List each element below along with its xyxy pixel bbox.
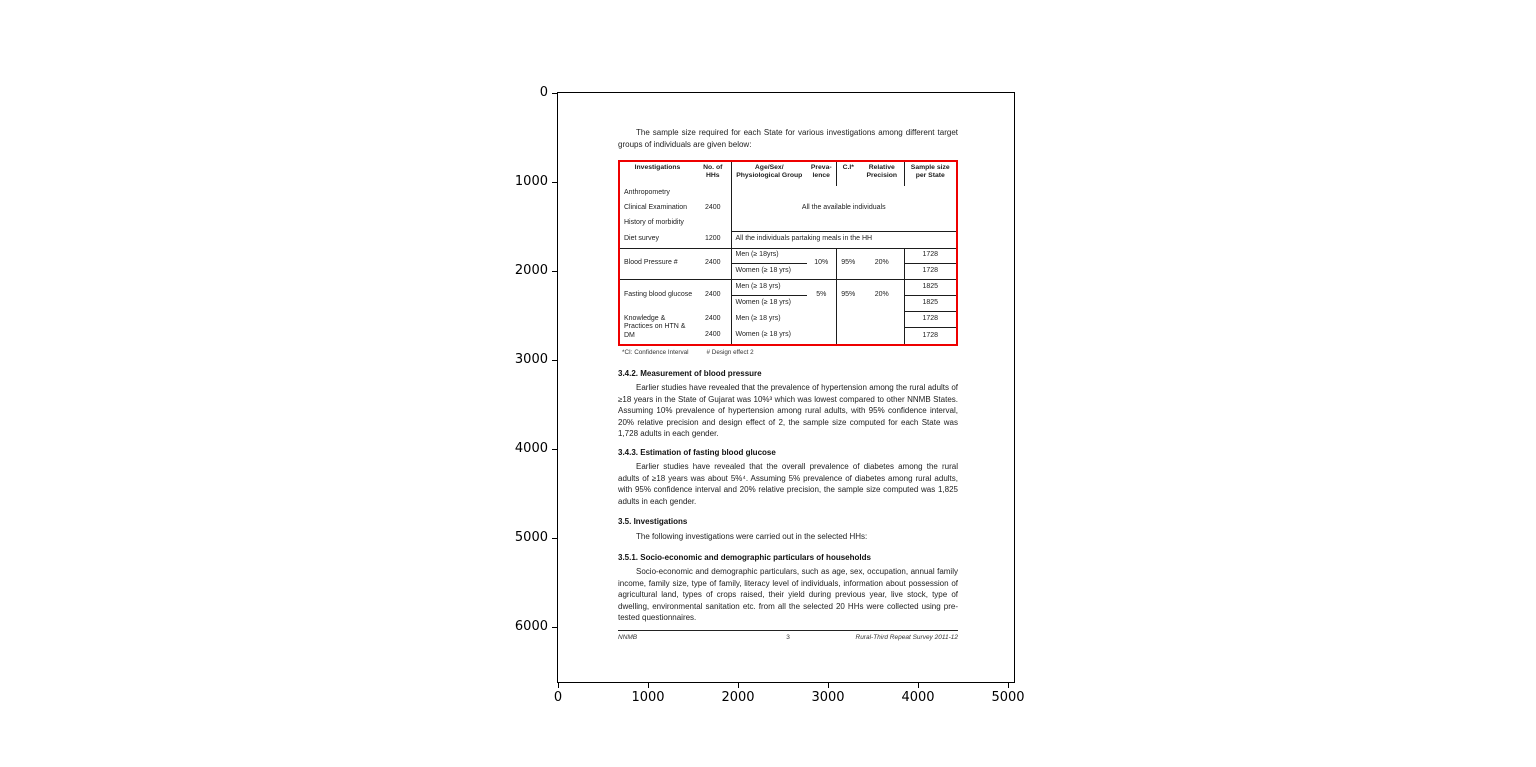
cell-precision-empty — [860, 311, 904, 344]
section-paragraph-351: Socio-economic and demographic particulars, such as age, sex, occupation, annual family income, family size, type of family, literacy level of individuals, information about possession of agricultural land, types of crops raised, their yield during previous year, live stock, type of dwelling, environmental sanitation etc. from all the selected 20 HHs were collected using pre-tested questionnaires. — [618, 567, 958, 623]
table-row — [620, 248, 956, 263]
cell-prevalence: 5% — [807, 279, 836, 311]
y-tick-mark — [552, 271, 557, 272]
x-tick-label: 4000 — [901, 690, 935, 705]
cell-group-men: Men (≥ 18yrs) — [731, 248, 807, 263]
cell-hhs — [695, 216, 731, 231]
y-tick-mark — [552, 538, 557, 539]
cell-investigation: Clinical Examination — [624, 204, 688, 212]
cell-investigation: Diet survey — [624, 235, 660, 243]
x-tick-mark — [738, 683, 739, 688]
cell-group-women: Women (≥ 18 yrs) — [735, 266, 791, 274]
cell-prevalence: 10% — [807, 248, 836, 279]
page-footer — [618, 634, 958, 641]
x-tick-label: 0 — [553, 690, 563, 705]
table-row — [620, 231, 956, 248]
x-tick-mark — [648, 683, 649, 688]
cell-merged-diet: All the individuals partaking meals in the HH — [735, 235, 873, 243]
footnote-ci: *CI: Confidence Interval — [622, 349, 689, 356]
cell-group-men: Men (≥ 18 yrs) — [735, 314, 781, 322]
cell-investigation: Blood Pressure # — [624, 259, 678, 267]
y-tick-mark — [552, 449, 557, 450]
table-row — [620, 279, 956, 295]
table-block-knowledge — [620, 311, 956, 344]
header-hhs: No. of HHs — [695, 162, 731, 186]
table-grid — [620, 162, 956, 344]
cell-investigation: Knowledge & Practices on HTN & DM — [624, 314, 686, 339]
cell-hhs: 2400 — [695, 201, 731, 216]
footer-rule — [618, 630, 958, 631]
cell-prevalence-empty — [807, 311, 836, 344]
cell-sample-women: 1728 — [922, 331, 939, 339]
cell-hhs: 1200 — [695, 231, 731, 248]
table-row — [620, 311, 956, 327]
x-tick-mark — [1008, 683, 1009, 688]
table-block-blood-pressure — [620, 248, 956, 279]
document-page — [558, 93, 1014, 682]
cell-hhs: 2400 — [695, 279, 731, 311]
header-group: Age/Sex/ Physiological Group — [736, 164, 803, 180]
footer-page-number: 3 — [786, 634, 790, 641]
table-block-glucose — [620, 279, 956, 311]
cell-sample-men: 1728 — [904, 248, 956, 263]
section-paragraph-35: The following investigations were carried out in the selected HHs: — [636, 532, 868, 541]
cell-group-women: Women (≥ 18 yrs) — [735, 299, 791, 307]
y-tick-label: 1000 — [514, 174, 548, 189]
cell-investigation: Fasting blood glucose — [624, 291, 693, 299]
header-investigations: Investigations — [634, 164, 681, 171]
table-row — [620, 186, 956, 201]
y-tick-label: 6000 — [514, 619, 548, 634]
cell-ci: 95% — [841, 291, 856, 299]
cell-group-women: Women (≥ 18 yrs) — [735, 331, 791, 339]
y-tick-mark — [552, 182, 557, 183]
x-tick-label: 5000 — [991, 690, 1025, 705]
section-heading-343: 3.4.3. Estimation of fasting blood glucose — [618, 448, 776, 457]
footer-survey-title: Rural-Third Repeat Survey 2011-12 — [855, 634, 958, 641]
y-tick-label: 2000 — [514, 263, 548, 278]
cell-sample-men: 1825 — [904, 279, 956, 295]
cell-investigation: Anthropometry — [624, 189, 670, 197]
y-tick-mark — [552, 627, 557, 628]
table-header — [620, 162, 956, 186]
y-tick-mark — [552, 93, 557, 94]
y-tick-label: 3000 — [514, 352, 548, 367]
section-heading-35: 3.5. Investigations — [618, 517, 688, 526]
cell-group-men: Men (≥ 18 yrs) — [731, 279, 807, 295]
y-tick-label: 0 — [539, 85, 548, 100]
x-tick-mark — [918, 683, 919, 688]
y-tick-label: 5000 — [514, 530, 548, 545]
section-paragraph-342: Earlier studies have revealed that the prevalence of hypertension among the rural adults of ≥18 years in the State of Gujarat was 10%³ which was lowest compared to other NNMB States. Assuming 10% prevalence of hypertension among rural adults, with 95% confidence interval, 20% relative precision and design effect of 2, the sample size computed for each State was 1,728 adults in each gender. — [618, 383, 958, 439]
cell-precision: 20% — [860, 248, 904, 279]
y-tick-mark — [552, 360, 557, 361]
section-heading-342: 3.4.2. Measurement of blood pressure — [618, 369, 762, 378]
cell-precision: 20% — [860, 279, 904, 311]
cell-sample-women: 1728 — [922, 266, 939, 274]
sample-size-table — [618, 160, 958, 346]
section-heading-351: 3.5.1. Socio-economic and demographic particulars of households — [618, 553, 871, 562]
table-footnotes — [622, 349, 754, 356]
plot-area — [514, 85, 1025, 705]
cell-sample-women: 1825 — [904, 295, 956, 311]
footer-org: NNMB — [618, 634, 638, 641]
header-ci: C.I* — [842, 164, 854, 171]
cell-merged-available: All the available individuals — [731, 186, 956, 231]
y-tick-label: 4000 — [514, 441, 548, 456]
cell-ci-empty — [836, 311, 860, 344]
cell-ci: 95% — [841, 259, 856, 267]
cell-hhs — [695, 186, 731, 201]
section-paragraph-343: Earlier studies have revealed that the overall prevalence of diabetes among the rural adults of ≥18 years was about 5%⁴. Assuming 5% prevalence of diabetes among rural adults, with 95% confidence interval and 20% relative precision, the sample size computed was 1,825 adults in each gender. — [618, 462, 958, 506]
x-tick-label: 3000 — [811, 690, 845, 705]
cell-sample-men: 1728 — [904, 311, 956, 327]
table-block-general — [620, 186, 956, 248]
x-tick-label: 2000 — [721, 690, 755, 705]
cell-hhs: 2400 — [695, 248, 731, 279]
cell-hhs-men: 2400 — [695, 311, 731, 327]
x-tick-label: 1000 — [631, 690, 665, 705]
cell-investigation: History of morbidity — [624, 219, 684, 227]
intro-paragraph: The sample size required for each State for various investigations among different target groups of individuals are given below: — [618, 128, 958, 149]
header-precision: Relative Precision — [860, 162, 904, 186]
x-tick-mark — [558, 683, 559, 688]
cell-hhs-women: 2400 — [695, 327, 731, 344]
header-prevalence: Preva-lence — [807, 162, 836, 186]
footnote-design-effect: # Design effect 2 — [706, 349, 754, 356]
x-tick-mark — [828, 683, 829, 688]
header-sample-size: Sample size per State — [910, 164, 950, 180]
